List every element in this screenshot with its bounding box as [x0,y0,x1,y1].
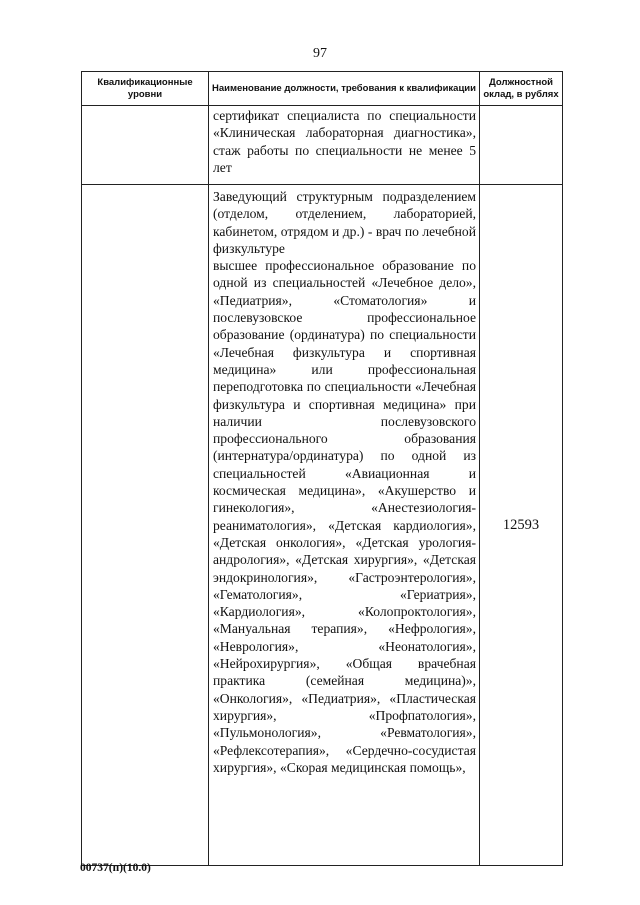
header-salary: Должностной оклад, в рублях [480,72,563,106]
header-position-requirements: Наименование должности, требования к квалификации [209,72,480,106]
header-qualification-levels: Квалификационные уровни [82,72,209,106]
document-code: 00737(п)(10.0) [80,862,151,874]
level-cell [82,106,209,185]
requirements-paragraph: сертификат специалиста по специальности «Клиническая лабораторная диагностика», стаж работы по специальности не менее 5 лет [213,108,476,175]
level-cell [82,185,209,866]
requirements-cell [209,185,480,866]
table-header-row [82,72,563,106]
requirements-cell [209,106,480,185]
requirements-paragraph: высшее профессиональное образование по одной из специальностей «Лечебное дело», «Педиатрия», «Стоматология» и послевузовское профессиональное образование (ординатура) по специальности «Лечебная физкультура и спортивная медицина» или профессиональная переподготовка по специальности «Лечебная физкультура и спортивная медицина» при наличии послевузовского профессионального образования (интернатура/ординатура) по одной из специальностей «Авиационная и космическая медицина», «Акушерство и гинекология», «Анестезиология-реаниматология», «Детская кардиология», «Детская онкология», «Детская урология-андрология», «Детская хирургия», «Детская эндокринология», «Гастроэнтерология», «Гематология», «Гериатрия», «Кардиология», «Колопроктология», «Мануальная терапия», «Нефрология», «Неврология», «Неонатология», «Нейрохирургия», «Общая врачебная практика (семейная медицина)», «Онкология», «Педиатрия», «Пластическая хирургия», «Профпатология», «Пульмонология», «Ревматология», «Рефлексотерапия», «Сердечно-сосудистая хирургия», «Скорая медицинская помощь», [213,258,476,775]
salary-cell: 12593 [480,185,563,866]
table-row [82,185,563,866]
position-title: Заведующий структурным подразделением (отделом, отделением, лабораторией, кабинетом, отрядом и др.) - врач по лечебной физкультуре [213,189,476,256]
table-row [82,106,563,185]
qualification-table [81,71,563,866]
page-number: 97 [313,46,327,61]
salary-cell [480,106,563,185]
